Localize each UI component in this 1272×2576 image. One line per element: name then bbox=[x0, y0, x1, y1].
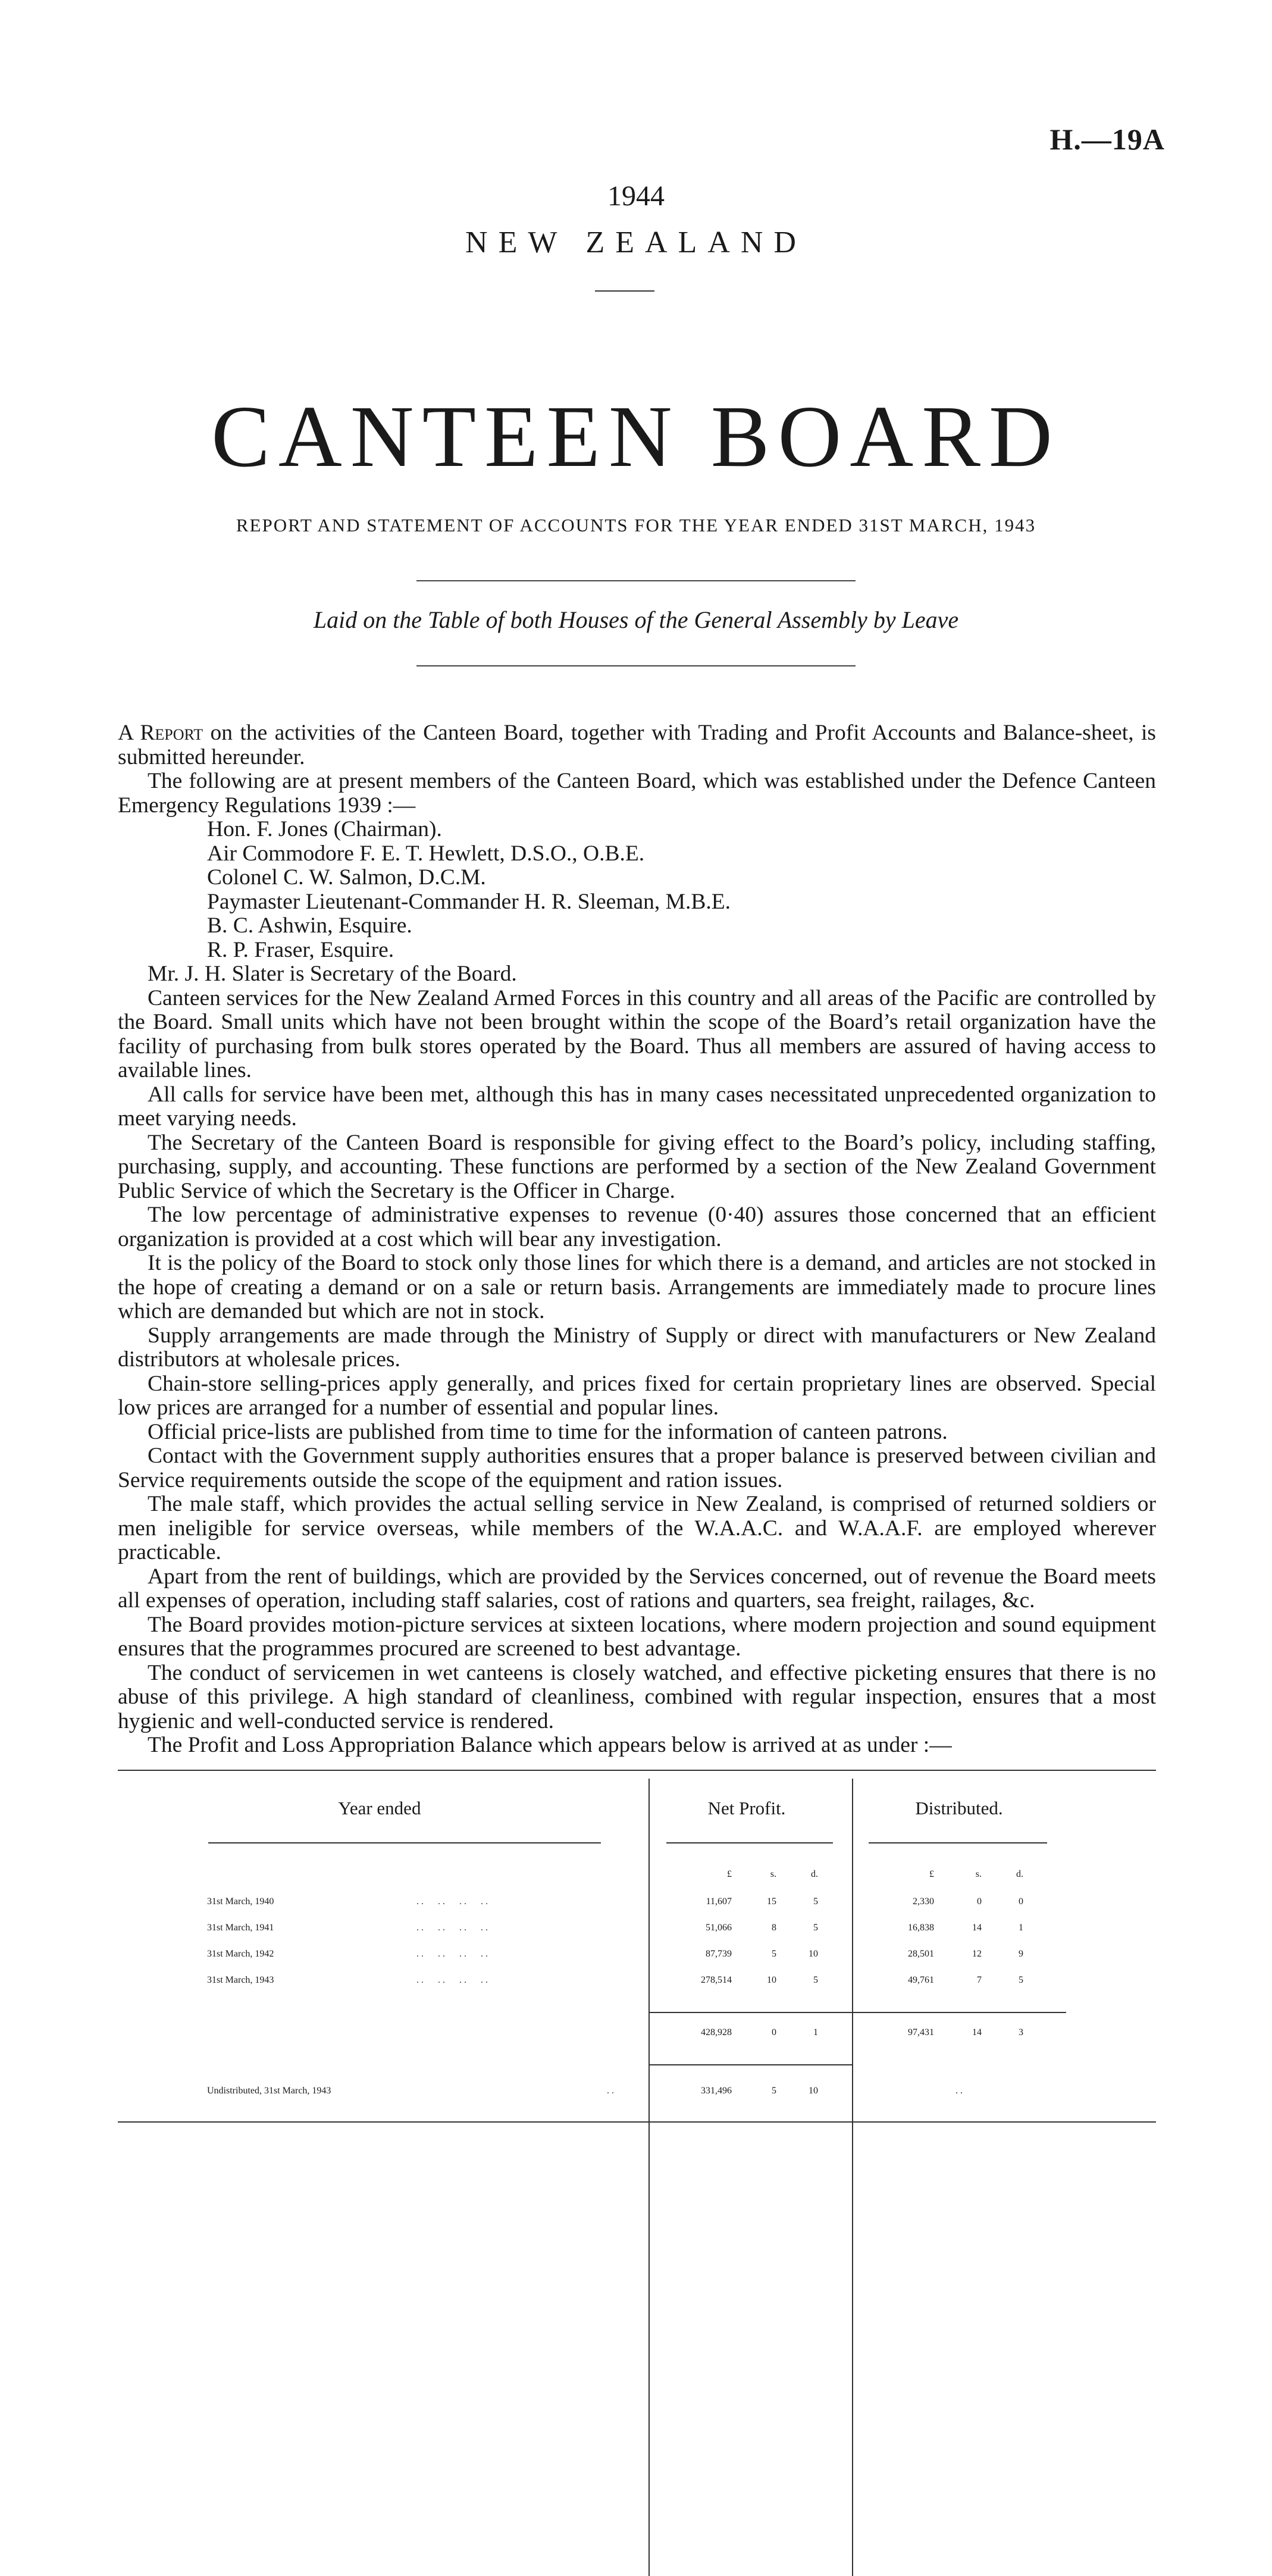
header-net-profit: Net Profit. bbox=[707, 1798, 786, 1818]
total-profit-shillings: 0 bbox=[772, 2027, 776, 2037]
body-paragraph: The low percentage of administrative expenses to revenue (0·40) assures those concerned that an efficient organization is provided at a cost which will bear any investigation. bbox=[118, 1203, 1156, 1251]
row-year: 31st March, 1941 bbox=[207, 1923, 274, 1933]
dist-shillings: 14 bbox=[972, 1923, 982, 1933]
leader-dots: . . . . . . . . bbox=[416, 1923, 488, 1933]
country-heading: NEW ZEALAND bbox=[465, 226, 807, 259]
member-item: Air Commodore F. E. T. Hewlett, D.S.O., O.B.E. bbox=[207, 841, 645, 866]
totals-rule-profit bbox=[648, 2012, 852, 2013]
total-dist-pounds: 97,431 bbox=[908, 2027, 934, 2037]
row-year: 31st March, 1942 bbox=[207, 1949, 274, 1959]
member-item: B. C. Ashwin, Esquire. bbox=[207, 913, 412, 938]
undistributed-dist: . . bbox=[955, 2086, 963, 2096]
dist-pounds: 2,330 bbox=[913, 1896, 934, 1907]
dist-pence: 9 bbox=[1019, 1949, 1023, 1959]
unit-pounds: £ bbox=[929, 1869, 934, 1879]
header-distributed: Distributed. bbox=[915, 1798, 1003, 1818]
page-title: CANTEEN BOARD bbox=[211, 388, 1061, 486]
dist-pence: 1 bbox=[1019, 1923, 1023, 1933]
leader-dots: . . . . . . . . bbox=[416, 1949, 488, 1959]
rule-above-laid bbox=[416, 580, 856, 581]
body-paragraph: The conduct of servicemen in wet canteens is closely watched, and effective picketing ensures that there is no abuse of this privilege. A high standard of cleanliness, combined with regular inspection, ensures that a most hygienic and well-conducted service is rendered. bbox=[118, 1660, 1156, 1733]
dist-pence: 5 bbox=[1019, 1975, 1023, 1985]
undistributed-shillings: 5 bbox=[772, 2086, 776, 2096]
table-top-rule bbox=[118, 1770, 1156, 1771]
opening-caps: A Report bbox=[118, 721, 203, 745]
leader-dots: . . . . . . . . bbox=[416, 1975, 488, 1985]
body-paragraph: Canteen services for the New Zealand Armed Forces in this country and all areas of the Pacific are controlled by the Board. Small units which have not been brought within the scope of the Board’s retail organization have the facility of purchasing from bulk stores operated by the Board. Thus all members are assured of having access to available lines. bbox=[118, 985, 1156, 1082]
profit-pence: 5 bbox=[813, 1923, 818, 1933]
profit-pence: 5 bbox=[813, 1975, 818, 1985]
dist-pounds: 16,838 bbox=[908, 1923, 934, 1933]
header-year-ended: Year ended bbox=[338, 1798, 421, 1818]
body-paragraph: Official price-lists are published from time to time for the information of canteen patrons. bbox=[148, 1419, 948, 1444]
header-underline-year bbox=[208, 1842, 601, 1843]
profit-pence: 5 bbox=[813, 1896, 818, 1907]
profit-pounds: 278,514 bbox=[701, 1975, 732, 1985]
profit-pounds: 87,739 bbox=[706, 1949, 732, 1959]
member-item: Hon. F. Jones (Chairman). bbox=[207, 817, 442, 841]
dist-shillings: 12 bbox=[972, 1949, 982, 1959]
leader-dots: . . . . . . . . bbox=[416, 1896, 488, 1907]
profit-shillings: 15 bbox=[767, 1896, 776, 1907]
member-item: Paymaster Lieutenant-Commander H. R. Sleeman, M.B.E. bbox=[207, 889, 731, 914]
members-list bbox=[207, 818, 1156, 962]
body-paragraph: Apart from the rent of buildings, which are provided by the Services concerned, out of revenue the Board meets all expenses of operation, including staff salaries, cost of rations and quarters, sea freight, railages, &c. bbox=[118, 1564, 1156, 1613]
profit-shillings: 5 bbox=[772, 1949, 776, 1959]
dist-shillings: 0 bbox=[977, 1896, 982, 1907]
dist-pence: 0 bbox=[1019, 1896, 1023, 1907]
dist-shillings: 7 bbox=[977, 1975, 982, 1985]
dist-pounds: 49,761 bbox=[908, 1975, 934, 1985]
totals-bottom-rule-profit bbox=[648, 2064, 852, 2065]
row-year: 31st March, 1943 bbox=[207, 1975, 274, 1985]
body-paragraph: All calls for service have been met, although this has in many cases necessitated unprecedented organization to meet varying needs. bbox=[118, 1082, 1156, 1131]
total-dist-pence: 3 bbox=[1019, 2027, 1023, 2037]
unit-pounds: £ bbox=[727, 1869, 732, 1879]
leader-dots: . . bbox=[607, 2086, 614, 2096]
opening-paragraph bbox=[118, 721, 1156, 769]
total-profit-pounds: 428,928 bbox=[701, 2027, 732, 2037]
short-rule bbox=[595, 290, 654, 292]
body-paragraph: The male staff, which provides the actual selling service in New Zealand, is comprised of returned soldiers or men ineligible for service overseas, while members of the W.A.A.C. and W.A.A.F. are employed wherever practicable. bbox=[118, 1492, 1156, 1564]
unit-pence: d. bbox=[1016, 1869, 1023, 1879]
profit-pence: 10 bbox=[809, 1949, 818, 1959]
document-year: 1944 bbox=[607, 180, 665, 212]
body-paragraph: Supply arrangements are made through the Ministry of Supply or direct with manufacturers or New Zealand distributors at wholesale prices. bbox=[118, 1323, 1156, 1372]
dist-pounds: 28,501 bbox=[908, 1949, 934, 1959]
rule-below-laid bbox=[416, 665, 856, 666]
profit-shillings: 8 bbox=[772, 1923, 776, 1933]
table-bottom-rule bbox=[118, 2121, 1156, 2123]
total-dist-shillings: 14 bbox=[972, 2027, 982, 2037]
body-paragraph: Mr. J. H. Slater is Secretary of the Board. bbox=[148, 962, 517, 986]
undistributed-pounds: 331,496 bbox=[701, 2086, 732, 2096]
member-item: Colonel C. W. Salmon, D.C.M. bbox=[207, 865, 486, 890]
body-paragraph: The Secretary of the Canteen Board is responsible for giving effect to the Board’s policy, including staffing, purchasing, supply, and accounting. These functions are performed by a section of the New Zealand Government Public Service of which the Secretary is the Officer in Charge. bbox=[118, 1130, 1156, 1203]
header-underline-dist bbox=[869, 1842, 1047, 1843]
members-intro: The following are at present members of the Canteen Board, which was established under the Defence Canteen Emergency Regulations 1939 :— bbox=[118, 769, 1156, 818]
report-subtitle: REPORT AND STATEMENT OF ACCOUNTS FOR THE YEAR ENDED 31ST MARCH, 1943 bbox=[236, 515, 1036, 536]
row-year: 31st March, 1940 bbox=[207, 1896, 274, 1907]
body-paragraph: The Board provides motion-picture services at sixteen locations, where modern projection and sound equipment ensures that the programmes procured are screened to best advantage. bbox=[118, 1612, 1156, 1661]
member-item: R. P. Fraser, Esquire. bbox=[207, 937, 394, 962]
undistributed-pence: 10 bbox=[809, 2086, 818, 2096]
profit-pounds: 11,607 bbox=[706, 1896, 732, 1907]
total-profit-pence: 1 bbox=[813, 2027, 818, 2037]
body-paragraph: The Profit and Loss Appropriation Balance which appears below is arrived at as under :— bbox=[148, 1733, 952, 1757]
profit-pounds: 51,066 bbox=[706, 1923, 732, 1933]
body-paragraph: Contact with the Government supply authorities ensures that a proper balance is preserved between civilian and Service requirements outside the scope of the equipment and ration issues. bbox=[118, 1444, 1156, 1492]
body-paragraph: It is the policy of the Board to stock only those lines for which there is a demand, and articles are not stocked in the hope of creating a demand or on a sale or return basis. Arrangements are immediately made to procure lines which are demanded but which are not in stock. bbox=[118, 1251, 1156, 1323]
profit-shillings: 10 bbox=[767, 1975, 776, 1985]
unit-shillings: s. bbox=[770, 1869, 776, 1879]
totals-rule-dist bbox=[852, 2012, 1066, 2013]
opening-text: on the activities of the Canteen Board, together with Trading and Profit Accounts and Balance-sheet, is submitted hereunder. bbox=[118, 721, 1156, 769]
header-underline-profit bbox=[666, 1842, 833, 1843]
unit-pence: d. bbox=[811, 1869, 818, 1879]
report-body bbox=[118, 721, 1156, 1758]
undistributed-label: Undistributed, 31st March, 1943 bbox=[207, 2086, 331, 2096]
unit-shillings: s. bbox=[975, 1869, 982, 1879]
laid-statement: Laid on the Table of both Houses of the General Assembly by Leave bbox=[313, 606, 959, 633]
document-reference: H.—19A bbox=[1049, 123, 1165, 156]
body-paragraph: Chain-store selling-prices apply generally, and prices fixed for certain proprietary lines are observed. Special low prices are arranged for a number of essential and popular lines. bbox=[118, 1371, 1156, 1420]
